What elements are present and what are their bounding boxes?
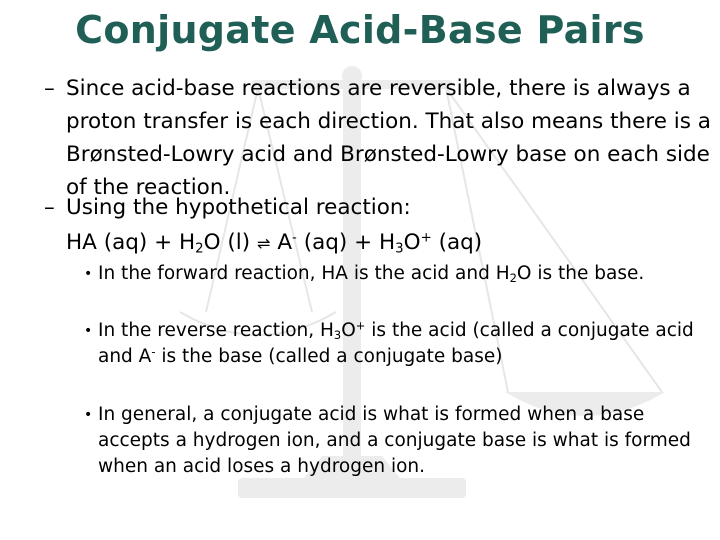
bullet-marker: • [84,323,93,339]
reaction-equation: HA $(aq) + H_2O$ (l) ⇌ A- $(aq) + H_3O^+$ (aq) [66,230,483,257]
slide-title: Conjugate Acid-Base Pairs [75,8,645,52]
subpoint-text: In the forward reaction, HA is the acid and $H_2O$ is the base. [98,263,645,285]
bullet-point-hypothetical [44,191,714,224]
equilibrium-arrow: ⇌ [257,234,271,253]
subpoint-reverse-reaction [84,318,708,370]
bullet-marker: • [84,407,93,423]
bullet-marker: • [84,266,93,282]
subpoint-text: In the reverse reaction, $H_3O^+$ is the acid (called a conjugate acid and A- is the base (called a conjugate base) [98,318,694,367]
dash-marker: – [44,195,55,220]
point-text: Since acid-base reactions are reversible, there is always a proton transfer is each direction. That also means there is a Brønsted-Lowry acid and Brønsted-Lowry base on each side of the reaction. [66,76,711,200]
point-text: Using the hypothetical reaction: [66,195,411,220]
subpoint-forward-reaction [84,261,708,287]
bullet-point-reversible [44,72,714,204]
subpoint-general [84,402,708,480]
subpoint-text: In general, a conjugate acid is what is formed when a base accepts a hydrogen ion, and a conjugate base is what is formed when an acid loses a hydrogen ion. [98,404,691,477]
dash-marker: – [44,76,55,101]
